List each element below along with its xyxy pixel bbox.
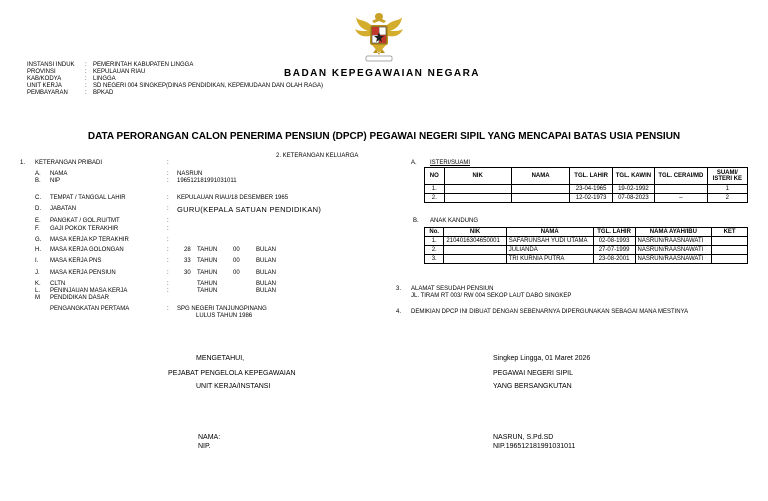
ttl-value: KEPULAUAN RIAU/18 DESEMBER 1965 bbox=[177, 195, 289, 201]
cell: 1. bbox=[425, 185, 445, 194]
info-colon: : bbox=[85, 69, 87, 75]
pendidikan-line2: LULUS TAHUN 1986 bbox=[196, 313, 253, 319]
sign-right-nip: NIP.196512181991031011 bbox=[493, 443, 576, 450]
sign-left-nama: NAMA: bbox=[198, 434, 221, 441]
tahun-label: TAHUN bbox=[197, 258, 218, 264]
jabatan-label: JABATAN bbox=[50, 206, 77, 212]
colon: : bbox=[167, 206, 169, 212]
tahun-label: TAHUN bbox=[197, 288, 218, 294]
pangkat-label: PANGKAT / GOL.RU/TMT bbox=[50, 218, 120, 224]
sign-right-nama: NASRUN, S.Pd.SD bbox=[493, 434, 554, 441]
cell: 1. bbox=[425, 237, 444, 246]
col-header: NO bbox=[425, 168, 445, 185]
section3-num: 3. bbox=[396, 286, 402, 292]
cell: 2104016304650001 bbox=[444, 237, 506, 246]
bulan-label: BULAN bbox=[256, 270, 277, 276]
istri-label: ISTERI/SUAMI bbox=[430, 160, 471, 166]
letter: L. bbox=[35, 288, 41, 294]
info-colon: : bbox=[85, 83, 87, 89]
letter: K. bbox=[35, 281, 41, 287]
colon: : bbox=[167, 258, 169, 264]
col-header: NIK bbox=[444, 228, 506, 237]
agency-name: BADAN KEPEGAWAIAN NEGARA bbox=[284, 68, 481, 79]
cell: 07-08-2023 bbox=[612, 194, 654, 203]
nama-value: NASRUN bbox=[177, 171, 203, 177]
letter: C. bbox=[35, 195, 41, 201]
info-label: INSTANSI INDUK bbox=[27, 62, 75, 68]
cell: 1 bbox=[707, 185, 747, 194]
letter: B. bbox=[35, 178, 41, 184]
istri-table bbox=[424, 167, 748, 203]
col-header: NAMA AYAH/IBU bbox=[635, 228, 712, 237]
section4-text: DEMIKIAN DPCP INI DIBUAT DENGAN SEBENARNYA DIPERGUNAKAN SEBAGAI MANA MESTINYA bbox=[411, 309, 689, 315]
letter: D. bbox=[35, 206, 41, 212]
cell: 23-08-2001 bbox=[593, 255, 635, 264]
cell: NASRUN/RAASNAWATI bbox=[635, 255, 712, 264]
colon: : bbox=[167, 306, 169, 312]
section1-heading: KETERANGAN PRIBADI bbox=[35, 160, 103, 166]
cell: JULIANDA bbox=[506, 246, 593, 255]
colon: : bbox=[167, 247, 169, 253]
nama-label: NAMA bbox=[50, 171, 68, 177]
section1-num: 1. bbox=[20, 160, 26, 166]
sign-left-line3: UNIT KERJA/INSTANSI bbox=[196, 383, 271, 390]
cell: TRI KURNIA PUTRA bbox=[506, 255, 593, 264]
info-label: PEMBAYARAN bbox=[27, 90, 68, 96]
table-row bbox=[425, 185, 748, 194]
letter: J. bbox=[35, 270, 40, 276]
mkpns-label: MASA KERJA PNS bbox=[50, 258, 102, 264]
anak-table bbox=[424, 227, 748, 264]
colon: : bbox=[167, 237, 169, 243]
istri-letter: A. bbox=[411, 160, 417, 166]
cell bbox=[444, 255, 506, 264]
letter: A. bbox=[35, 171, 41, 177]
anak-label: ANAK KANDUNG bbox=[430, 218, 479, 224]
col-header: SUAMI/ ISTERI KE bbox=[707, 168, 747, 185]
cell bbox=[511, 194, 570, 203]
cell: 3. bbox=[425, 255, 444, 264]
cell bbox=[655, 185, 708, 194]
bulan-label: BULAN bbox=[256, 281, 277, 287]
colon: : bbox=[167, 171, 169, 177]
col-header: TGL. KAWIN bbox=[612, 168, 654, 185]
peninjauan-label: PENINJAUAN MASA KERJA bbox=[50, 288, 128, 294]
letter: E. bbox=[35, 218, 41, 224]
page-title: DATA PERORANGAN CALON PENERIMA PENSIUN (DPCP) PEGAWAI NEGERI SIPIL YANG MENCAPAI BATAS USIA PENSIUN bbox=[87, 131, 681, 142]
sign-left-line1: MENGETAHUI, bbox=[196, 355, 245, 362]
info-label: UNIT KERJA bbox=[27, 83, 62, 89]
cell bbox=[511, 185, 570, 194]
mkpensiun-tahun-value: 30 bbox=[184, 270, 191, 276]
letter: F. bbox=[35, 226, 40, 232]
cell: NASRUN/RAASNAWATI bbox=[635, 246, 712, 255]
nip-label: NIP bbox=[50, 178, 61, 184]
section4-num: 4. bbox=[396, 309, 402, 315]
cell: – bbox=[655, 194, 708, 203]
colon: : bbox=[167, 178, 169, 184]
ttl-label: TEMPAT / TANGGAL LAHIR bbox=[50, 195, 126, 201]
info-value: BPKAD bbox=[93, 90, 114, 96]
col-header: NIK bbox=[444, 168, 511, 185]
cell: 2. bbox=[425, 194, 445, 203]
col-header: TGL. LAHIR bbox=[593, 228, 635, 237]
colon: : bbox=[167, 270, 169, 276]
letter: M bbox=[35, 295, 40, 301]
sign-left-line2: PEJABAT PENGELOLA KEPEGAWAIAN bbox=[168, 370, 296, 377]
pendidikan-line1: SPG NEGERI TANJUNGPINANG bbox=[177, 306, 267, 312]
cell bbox=[712, 237, 748, 246]
cell: 12-02-1973 bbox=[570, 194, 612, 203]
info-label: PROVINSI bbox=[27, 69, 56, 75]
nip-value: 196512181991031011 bbox=[177, 178, 237, 184]
info-value: PEMERINTAH KABUPATEN LINGGA bbox=[93, 62, 194, 68]
colon: : bbox=[167, 160, 169, 166]
bulan-label: BULAN bbox=[256, 288, 277, 294]
cell bbox=[712, 255, 748, 264]
colon: : bbox=[167, 281, 169, 287]
info-colon: : bbox=[85, 62, 87, 68]
cell: 19-02-1992 bbox=[612, 185, 654, 194]
mkpensiun-bulan-value: 00 bbox=[233, 270, 240, 276]
table-header-row bbox=[425, 168, 748, 185]
section3-value: JL. TIRAM RT 003/ RW 004 SEKOP LAUT DABO SINGKEP bbox=[411, 293, 572, 299]
info-colon: : bbox=[85, 90, 87, 96]
tahun-label: TAHUN bbox=[197, 247, 218, 253]
table-header-row bbox=[425, 228, 748, 237]
table-row bbox=[425, 237, 748, 246]
cell: 2. bbox=[425, 246, 444, 255]
info-value: KEPULAUAN RIAU bbox=[93, 69, 146, 75]
cell: 02-08-1993 bbox=[593, 237, 635, 246]
cell: 23-04-1965 bbox=[570, 185, 612, 194]
colon: : bbox=[167, 195, 169, 201]
table-row bbox=[425, 194, 748, 203]
cell bbox=[444, 185, 511, 194]
sign-right-line3: YANG BERSANGKUTAN bbox=[493, 383, 572, 390]
mkkp-label: MASA KERJA KP TERAKHIR bbox=[50, 237, 129, 243]
cell: SAFARUNSAH YUDI UTAMA bbox=[506, 237, 593, 246]
colon: : bbox=[167, 226, 169, 232]
col-header: No. bbox=[425, 228, 444, 237]
mkg-label: MASA KERJA GOLONGAN bbox=[50, 247, 124, 253]
pendidikan-label: PENDIDIKAN DASAR bbox=[50, 295, 110, 301]
info-colon: : bbox=[85, 76, 87, 82]
col-header: NAMA bbox=[506, 228, 593, 237]
sign-right-date: Singkep Lingga, 01 Maret 2026 bbox=[493, 355, 591, 362]
info-value: SD NEGERI 004 SINGKEP(DINAS PENDIDIKAN, KEPEMUDAAN DAN OLAH RAGA) bbox=[93, 83, 324, 89]
garuda-emblem bbox=[354, 9, 404, 63]
bulan-label: BULAN bbox=[256, 247, 277, 253]
mkg-bulan-value: 00 bbox=[233, 247, 240, 253]
col-header: TGL. CERAI/MD bbox=[655, 168, 708, 185]
section2-heading: 2. KETERANGAN KELUARGA bbox=[276, 153, 359, 159]
info-value: LINGGA bbox=[93, 76, 116, 82]
jabatan-value: GURU(KEPALA SATUAN PENDIDIKAN) bbox=[177, 205, 322, 214]
mkg-tahun-value: 28 bbox=[184, 247, 191, 253]
col-header: NAMA bbox=[511, 168, 570, 185]
sign-left-nip: NIP. bbox=[198, 443, 211, 450]
col-header: KET bbox=[712, 228, 748, 237]
pengangkatan-label: PENGANGKATAN PERTAMA bbox=[50, 306, 130, 312]
letter: G. bbox=[35, 237, 42, 243]
mkpns-bulan-value: 00 bbox=[233, 258, 240, 264]
tahun-label: TAHUN bbox=[197, 281, 218, 287]
bulan-label: BULAN bbox=[256, 258, 277, 264]
table-row bbox=[425, 246, 748, 255]
cell bbox=[444, 246, 506, 255]
colon: : bbox=[167, 288, 169, 294]
info-label: KAB/KODYA bbox=[27, 76, 62, 82]
table-row bbox=[425, 255, 748, 264]
cell: 2 bbox=[707, 194, 747, 203]
cell: NASRUN/RAASNAWATI bbox=[635, 237, 712, 246]
cell: 27-07-1999 bbox=[593, 246, 635, 255]
section3-label: ALAMAT SESUDAH PENSIUN bbox=[411, 286, 494, 292]
letter: H. bbox=[35, 247, 41, 253]
mkpns-tahun-value: 33 bbox=[184, 258, 191, 264]
cell bbox=[712, 246, 748, 255]
letter: I. bbox=[35, 258, 39, 264]
cltn-label: CLTN bbox=[50, 281, 66, 287]
colon: : bbox=[167, 218, 169, 224]
col-header: TGL. LAHIR bbox=[570, 168, 612, 185]
sign-right-line2: PEGAWAI NEGERI SIPIL bbox=[493, 370, 574, 377]
tahun-label: TAHUN bbox=[197, 270, 218, 276]
gaji-label: GAJI POKOK TERAKHIR bbox=[50, 226, 119, 232]
cell bbox=[444, 194, 511, 203]
mkpensiun-label: MASA KERJA PENSIUN bbox=[50, 270, 116, 276]
anak-letter: B. bbox=[413, 218, 419, 224]
